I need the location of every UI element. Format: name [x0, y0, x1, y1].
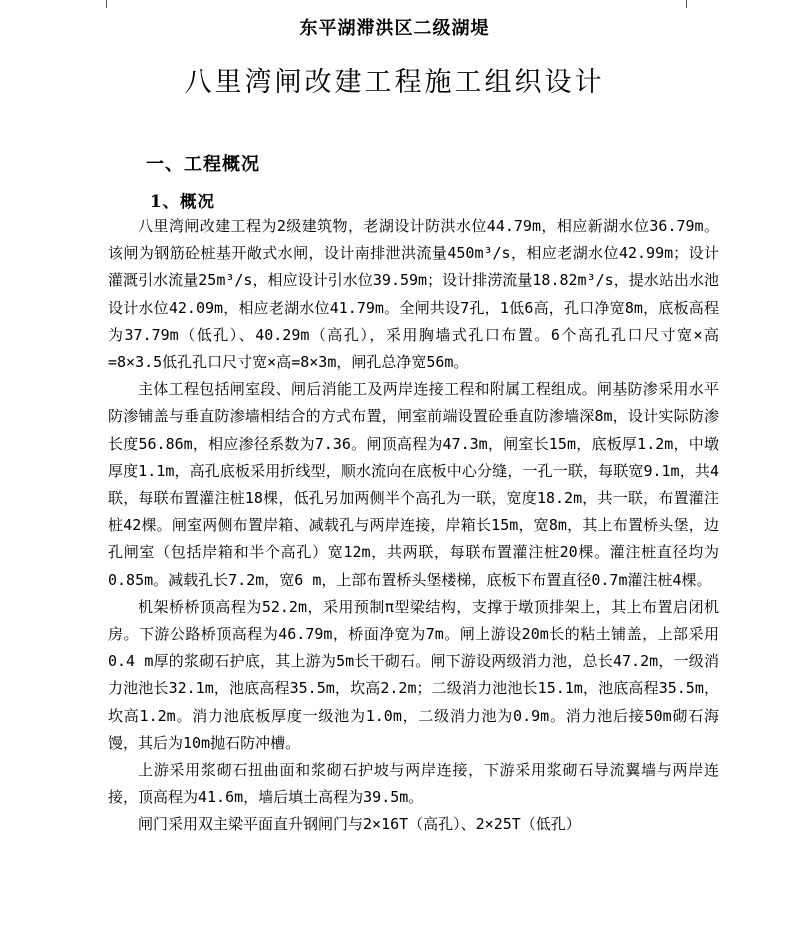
document-title: 八里湾闸改建工程施工组织设计	[184, 67, 605, 98]
paragraph-1: 八里湾闸改建工程为2级建筑物，老湖设计防洪水位44.79m，相应新湖水位36.79m。该闸为钢筋砼桩基开敞式水闸，设计南排泄洪流量450m³/s，相应老湖水位42.99m；设计灌溉引水流量25m³/s，相应设计引水位39.59m；设计排涝流量18.82m³/s，提水站出水池设计水位42.09m，相应老湖水位41.79m。全闸共设7孔，1低6高，孔口净宽8m，底板高程为37.79m（低孔）、40.29m（高孔），采用胸墙式孔口布置。6个高孔孔口尺寸宽×高=8×3.5低孔孔口尺寸宽×高=8×3m，闸孔总净宽56m。	[108, 217, 719, 372]
section-heading: 一、工程概况	[146, 154, 260, 175]
document-subtitle: 东平湖滞洪区二级湖堤	[299, 18, 490, 39]
paragraph-5: 闸门采用双主梁平面直升钢闸门与2×16T（高孔）、2×25T（低孔）	[138, 815, 581, 834]
paragraph-2: 主体工程包括闸室段、闸后消能工及两岸连接工程和附属工程组成。闸基防渗采用水平防渗铺盖与垂直防渗墙相结合的方式布置，闸室前端设置砼垂直防渗墙深8m，设计实际防渗长度56.86m，相应渗径系数为7.36。闸顶高程为47.3m，闸室长15m，底板厚1.2m，中墩厚度1.1m，高孔底板采用折线型，顺水流向在底板中心分缝，一孔一联，每联宽9.1m，共4联，每联布置灌注桩18棵，低孔另加两侧半个高孔为一联，宽度18.2m，共一联，布置灌注桩42棵。闸室两侧布置岸箱、减载孔与两岸连接，岸箱长15m，宽8m，其上布置桥头堡，边孔闸室（包括岸箱和半个高孔）宽12m，共两联，每联布置灌注桩20棵。灌注桩直径均为0.85m。减载孔长7.2m，宽6 m，上部布置桥头堡楼梯，底板下布置直径0.7m灌注桩4棵。	[108, 380, 719, 589]
paragraph-3: 机架桥桥顶高程为52.2m，采用预制π型梁结构，支撑于墩顶排架上，其上布置启闭机房。下游公路桥顶高程为46.79m，桥面净宽为7m。闸上游设20m长的粘土铺盖，上部采用0.4 m厚的浆砌石护底，其上游为5m长干砌石。闸下游设两级消力池，总长47.2m，一级消力池池长32.1m，池底高程35.5m，坎高2.2m；二级消力池池长15.1m，池底高程35.5m，坎高1.2m。消力池底板厚度一级池为1.0m，二级消力池为0.9m。消力池后接50m砌石海馒，其后为10m抛石防冲槽。	[108, 597, 719, 752]
body-text	[108, 213, 719, 839]
subsection-heading: 1、概况	[150, 192, 215, 211]
crop-mark-left	[88, 0, 107, 8]
paragraph-4: 上游采用浆砌石扭曲面和浆砌石护坡与两岸连接，下游采用浆砌石导流翼墙与两岸连接，顶高程为41.6m，墙后填土高程为39.5m。	[108, 761, 719, 807]
crop-mark-right	[686, 0, 705, 8]
